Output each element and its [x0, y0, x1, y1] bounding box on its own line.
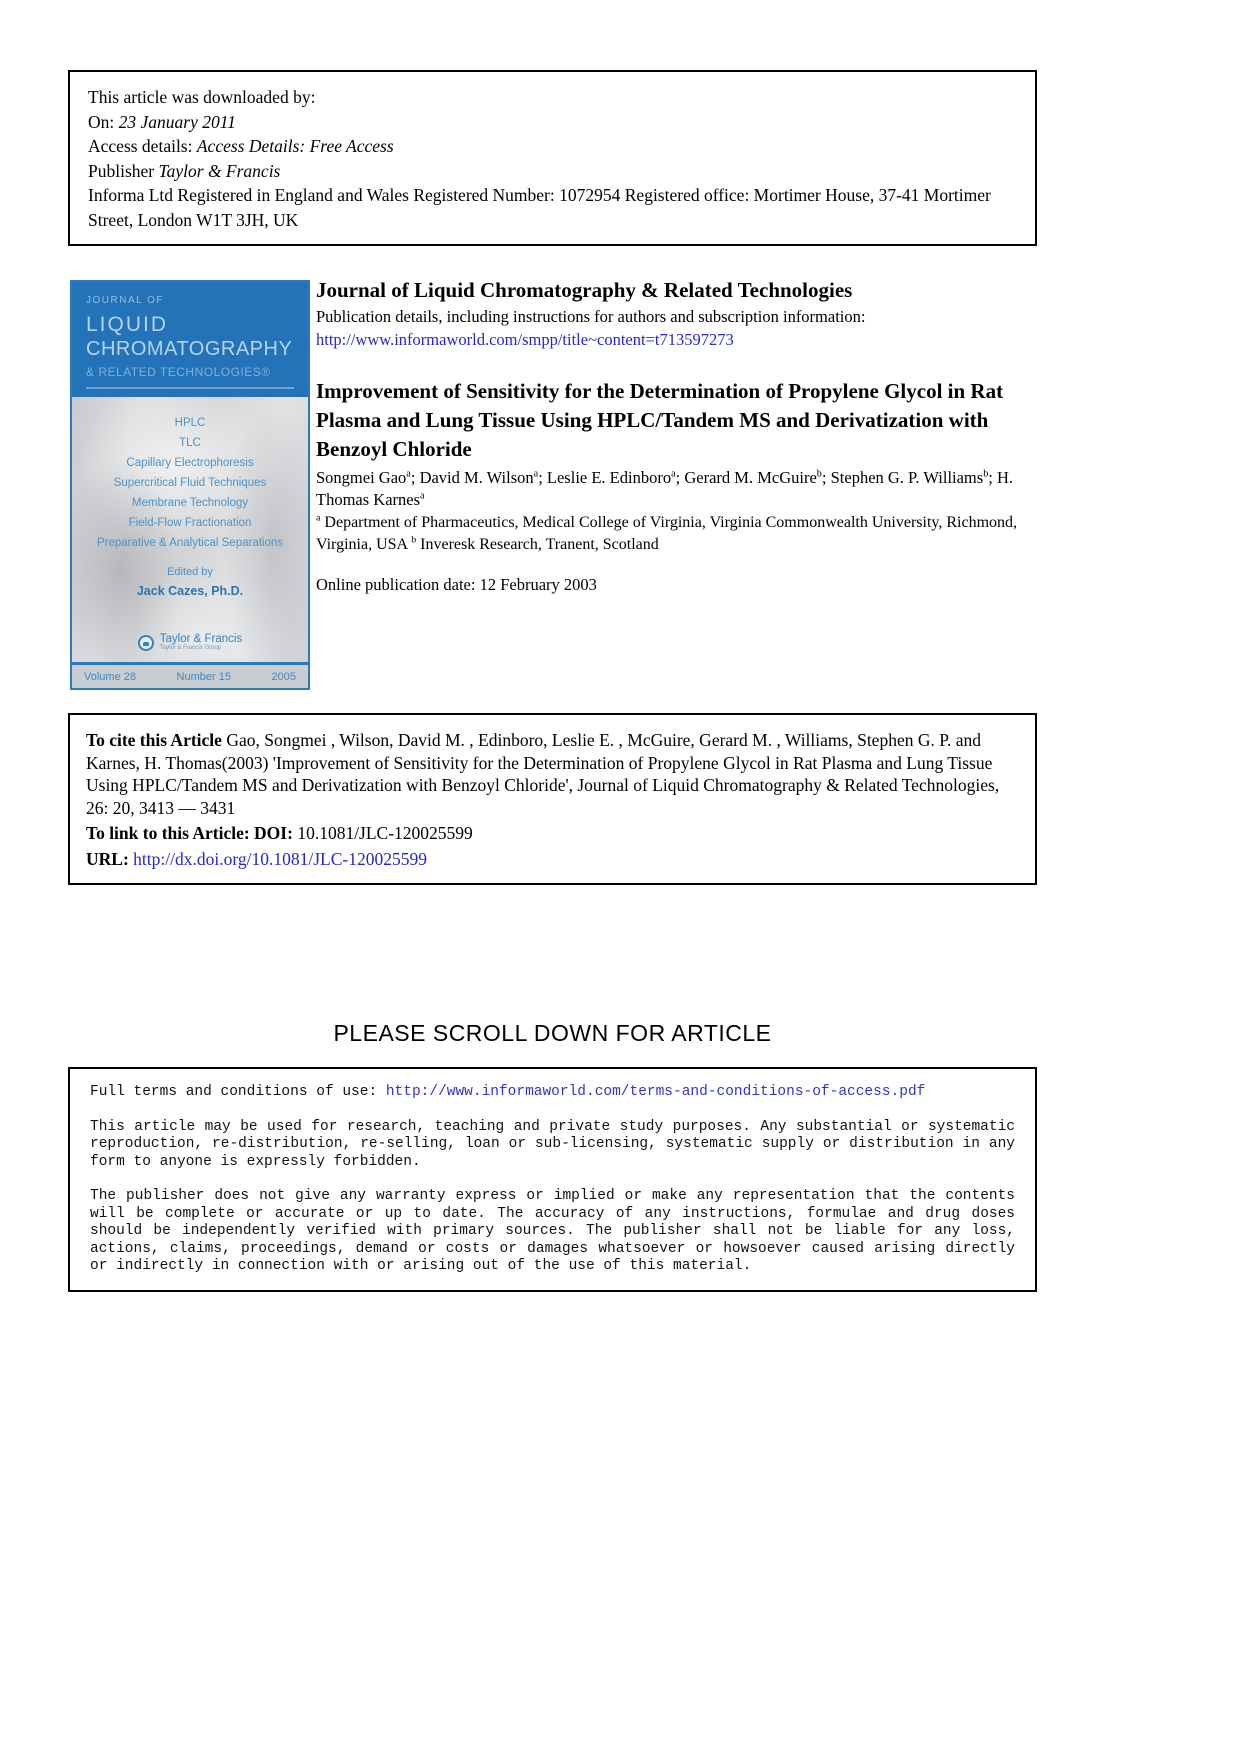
cover-technique-item: Membrane Technology	[131, 497, 249, 509]
warranty-paragraph: The publisher does not give any warranty express or implied or make any representation that the contents will be complete or accurate or up to date. The accuracy of any instructions, formulae and drug doses should be independently verified with primary sources. The publisher shall not be liable for any loss, actions, claims, proceedings, demand or costs or damages whatsoever or howsoever caused arising directly or indirectly in connection with or arising out of the use of this material.	[90, 1188, 1015, 1274]
cover-year: 2005	[271, 670, 296, 683]
author-name: Leslie E. Edinboro	[546, 468, 672, 487]
author	[684, 468, 830, 487]
citation-box	[68, 713, 1037, 885]
author-separator: ;	[821, 468, 831, 487]
publisher-line	[88, 159, 1017, 184]
cover-title-chromatography: CHROMATOGRAPHY	[86, 338, 293, 360]
downloaded-by-line: This article was downloaded by:	[88, 87, 316, 107]
author-name: David M. Wilson	[419, 468, 534, 487]
affiliation-mark: a	[316, 512, 321, 524]
affiliation-text: Inveresk Research, Tranent, Scotland	[416, 536, 659, 553]
journal-info-link[interactable]: http://www.informaworld.com/smpp/title~content=t713597273	[316, 330, 734, 349]
download-date-value: 23 January 2011	[118, 111, 236, 132]
cover-editor-name: Jack Cazes, Ph.D.	[136, 584, 244, 598]
author	[831, 468, 997, 487]
publisher-logo	[72, 634, 308, 652]
terms-link[interactable]: http://www.informaworld.com/terms-and-conditions-of-access.pdf	[385, 1084, 926, 1100]
full-terms-label: Full terms and conditions of use:	[90, 1084, 386, 1100]
cover-technique-item: Supercritical Fluid Techniques	[113, 477, 267, 489]
cover-technique-item: Preparative & Analytical Separations	[96, 537, 284, 549]
cover-number: Number 15	[176, 670, 231, 683]
cover-title-liquid: LIQUID	[86, 313, 169, 336]
author	[420, 468, 547, 487]
access-details-line	[88, 134, 1017, 159]
cover-technique-item: Capillary Electrophoresis	[126, 457, 254, 469]
author	[316, 468, 420, 487]
full-terms-line	[90, 1084, 1015, 1102]
author-affiliation-mark: a	[671, 468, 676, 480]
cover-technique-list	[72, 413, 308, 553]
cover-footer	[72, 665, 308, 688]
author-name: Songmei Gao	[316, 468, 407, 487]
doi-value: 10.1081/JLC-120025599	[292, 823, 473, 843]
cover-volume: Volume 28	[84, 670, 136, 683]
informa-registration-line: Informa Ltd Registered in England and Wales Registered Number: 1072954 Registered office: Mortimer House, 37-41 Mortimer Street, London W1T 3JH, UK	[88, 185, 991, 230]
publisher-logo-sub: Taylor & Francis Group	[159, 645, 222, 651]
author-separator: ;	[538, 468, 547, 487]
cover-edited-by: Edited by	[167, 566, 213, 578]
cover-kicker: JOURNAL OF	[86, 295, 164, 306]
usage-paragraph: This article may be used for research, teaching and private study purposes. Any substantial or systematic reproduction, re-distribution, re-selling, loan or sub-licensing, systematic supply or distribution in any form to anyone is expressly forbidden.	[90, 1118, 1015, 1170]
taylor-francis-logo-icon	[138, 635, 154, 651]
access-details-value: Access Details: Free Access	[196, 136, 394, 156]
download-date-line	[88, 110, 1017, 135]
publication-details: Publication details, including instructions for authors and subscription information:	[316, 307, 866, 326]
cite-paragraph	[86, 729, 1019, 819]
author-name: H. Thomas Karnes	[316, 468, 1014, 509]
author	[547, 468, 684, 487]
download-info-box	[68, 70, 1037, 246]
publisher-value: Taylor & Francis	[158, 160, 281, 181]
author-separator: ;	[410, 468, 420, 487]
author-affiliation-mark: a	[533, 468, 539, 480]
url-label: URL:	[86, 848, 129, 869]
article-metadata	[316, 278, 1038, 595]
article-doi-link[interactable]: http://dx.doi.org/10.1081/JLC-120025599	[133, 848, 427, 869]
scroll-down-notice: PLEASE SCROLL DOWN FOR ARTICLE	[333, 1020, 772, 1046]
author-list	[316, 467, 1038, 511]
cover-body	[72, 397, 308, 662]
cover-title-related: & RELATED TECHNOLOGIES®	[86, 365, 271, 379]
cover-technique-item: HPLC	[174, 417, 206, 429]
author-affiliation-mark: b	[983, 468, 989, 480]
cover-technique-item: TLC	[179, 437, 201, 449]
journal-cover-image	[70, 280, 310, 690]
cover-divider	[86, 387, 294, 389]
cite-label: To cite this Article	[86, 730, 222, 750]
download-date-label: On:	[88, 111, 119, 132]
author-affiliation-mark: b	[816, 468, 822, 480]
author-affiliation-mark: a	[406, 468, 411, 480]
cite-text: Gao, Songmei , Wilson, David M. , Edinboro, Leslie E. , McGuire, Gerard M. , Williams, Stephen G. P. and Karnes, H. Thomas(2003) 'Improvement of Sensitivity for the Determination of Propylene Glycol in Rat Plasma and Lung Tissue Using HPLC/Tandem MS and Derivatization with Benzoyl Chloride', Journal of Liquid Chromatography & Related Technologies, 26: 20, 3413 — 3431	[86, 730, 1000, 818]
affiliation-list	[316, 512, 1038, 556]
article-title: Improvement of Sensitivity for the Determination of Propylene Glycol in Rat Plasma and Lung Tissue Using HPLC/Tandem MS and Derivatization with Benzoyl Chloride	[316, 379, 1004, 461]
affiliation-mark: b	[411, 534, 417, 546]
publisher-label: Publisher	[88, 160, 159, 181]
online-publication-date: Online publication date: 12 February 2003	[316, 575, 597, 594]
access-details-label: Access details:	[88, 136, 197, 156]
publisher-logo-name: Taylor & Francis	[159, 633, 243, 645]
affiliation-text: Department of Pharmaceutics, Medical College of Virginia, Virginia Commonwealth University, Richmond, Virginia, USA	[316, 514, 1018, 553]
url-line	[86, 848, 1019, 871]
author-affiliation-mark: a	[420, 490, 425, 502]
cover-masthead	[72, 282, 308, 397]
cover-technique-item: Field-Flow Fractionation	[128, 517, 252, 529]
affiliation	[411, 536, 659, 553]
author-name: Stephen G. P. Williams	[830, 468, 984, 487]
author-separator: ;	[988, 468, 998, 487]
terms-box	[68, 1067, 1037, 1292]
journal-title: Journal of Liquid Chromatography & Related Technologies	[316, 278, 853, 302]
doi-label: To link to this Article: DOI:	[86, 823, 293, 843]
doi-line	[86, 822, 1019, 845]
author-separator: ;	[675, 468, 685, 487]
author-name: Gerard M. McGuire	[684, 468, 817, 487]
